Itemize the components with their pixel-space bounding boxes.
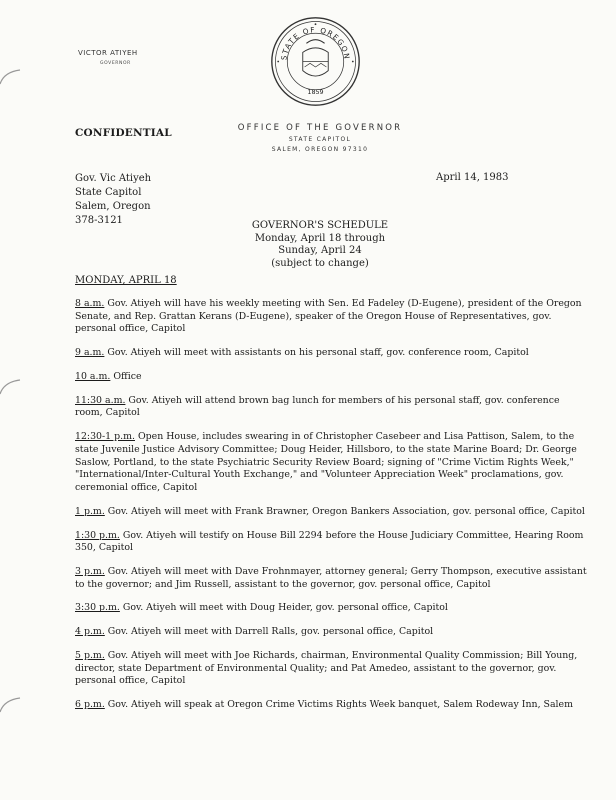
sender-city: Salem, Oregon — [75, 201, 151, 212]
entry-text: Office — [113, 370, 142, 382]
sender-building: State Capitol — [75, 187, 142, 198]
entry-text: Gov. Atiyeh will meet with Joe Richards, chairman, Environmental Quality Commission; Bill Young, director, state Department of Environmental Quality; and Pat Amedeo, assistant to the governor, gov. personal office, Capitol — [75, 650, 578, 687]
schedule-entry — [75, 602, 590, 615]
office-building: STATE CAPITOL — [288, 136, 352, 143]
sender-phone: 378-3121 — [75, 215, 123, 226]
schedule-entry — [75, 566, 590, 591]
schedule-entry — [75, 371, 590, 384]
schedule-title — [200, 220, 440, 270]
schedule-entry — [75, 699, 590, 712]
document-date: April 14, 1983 — [436, 172, 509, 183]
punch-hole-mark — [0, 62, 28, 92]
schedule-heading: GOVERNOR'S SCHEDULE — [251, 220, 389, 231]
confidential-label: CONFIDENTIAL — [75, 127, 172, 139]
day-heading: MONDAY, APRIL 18 — [75, 275, 177, 286]
entry-text: Gov. Atiyeh will have his weekly meeting with Sen. Ed Fadeley (D-Eugene), president of the Oregon Senate, and Rep. Grattan Kerans (D-Eugene), speaker of the Oregon House of Representatives, gov. personal office, Capitol — [75, 298, 582, 335]
entry-text: Gov. Atiyeh will meet with Doug Heider, gov. personal office, Capitol — [122, 602, 448, 614]
office-name: OFFICE OF THE GOVERNOR — [237, 123, 403, 133]
office-city: SALEM, OREGON 97310 — [271, 146, 369, 153]
schedule-range-end: Sunday, April 24 — [278, 245, 362, 256]
office-address — [200, 123, 440, 153]
entry-text: Open House, includes swearing in of Christopher Casebeer and Lisa Pattison, Salem, to the state Juvenile Justice Advisory Committee; Doug Heider, Hillsboro, to the state Marine Board; Dr. George Saslow, Portland, to the state Psychiatric Security Review Board; signing of "Crime Victim Rights Week," "International/Inter-Cultural Youth Exchange," and "Volunteer Appreciation Week" proclamations, gov. ceremonial office, Capitol — [75, 431, 577, 493]
entry-text: Gov. Atiyeh will meet with assistants on his personal staff, gov. conference room, Capitol — [107, 347, 529, 359]
entry-time: 1 p.m. — [75, 505, 105, 517]
entry-text: Gov. Atiyeh will testify on House Bill 2294 before the House Judiciary Committee, Hearing Room 350, Capitol — [75, 529, 584, 554]
entry-time: 8 a.m. — [75, 298, 105, 309]
schedule-range-start: Monday, April 18 through — [254, 232, 386, 244]
entry-time: 10 a.m. — [75, 370, 111, 382]
schedule-entry — [75, 626, 590, 639]
schedule-entry — [75, 431, 590, 494]
schedule-entry — [75, 298, 590, 336]
punch-hole-mark — [0, 372, 28, 402]
schedule-entry — [75, 650, 590, 688]
entry-text: Gov. Atiyeh will meet with Darrell Ralls, gov. personal office, Capitol — [107, 626, 434, 638]
state-seal-icon — [270, 16, 361, 107]
governor-title: GOVERNOR — [100, 61, 131, 66]
entry-time: 5 p.m. — [75, 650, 105, 662]
entry-time: 3:30 p.m. — [75, 602, 120, 614]
schedule-entry — [75, 395, 590, 420]
entry-time: 4 p.m. — [75, 626, 105, 638]
entry-time: 12:30-1 p.m. — [75, 431, 135, 443]
schedule-entry — [75, 506, 590, 519]
schedule-entry — [75, 530, 590, 555]
sender-name: Gov. Vic Atiyeh — [75, 173, 152, 184]
entry-text: Gov. Atiyeh will meet with Dave Frohnmayer, attorney general; Gerry Thompson, executive assistant to the governor; and Jim Russell, assistant to the governor, gov. personal office, Capitol — [75, 565, 587, 590]
entry-time: 6 p.m. — [75, 699, 105, 711]
governor-name: VICTOR ATIYEH — [78, 49, 138, 57]
sender-block — [75, 172, 151, 228]
entry-time: 11:30 a.m. — [75, 394, 126, 406]
entry-time: 9 a.m. — [75, 347, 105, 359]
seal-text: STATE OF OREGON — [279, 25, 352, 61]
schedule-entries — [75, 298, 590, 723]
entry-time: 1:30 p.m. — [75, 529, 120, 541]
entry-text: Gov. Atiyeh will speak at Oregon Crime Victims Rights Week banquet, Salem Rodeway Inn, Salem — [107, 699, 573, 711]
entry-text: Gov. Atiyeh will meet with Frank Brawner, Oregon Bankers Association, gov. personal office, Capitol — [107, 505, 585, 517]
seal-year: 1859 — [307, 88, 324, 97]
punch-hole-mark — [0, 690, 28, 720]
entry-text: Gov. Atiyeh will attend brown bag lunch for members of his personal staff, gov. conference room, Capitol — [75, 394, 560, 419]
schedule-note: (subject to change) — [271, 257, 369, 269]
entry-time: 3 p.m. — [75, 565, 105, 577]
schedule-entry — [75, 347, 590, 360]
